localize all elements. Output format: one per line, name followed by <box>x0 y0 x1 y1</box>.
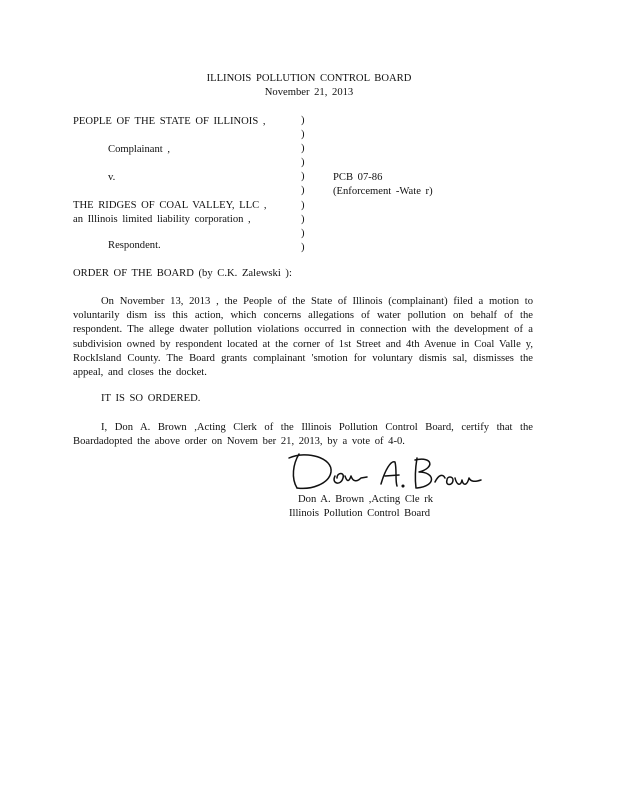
clerk-certification: I, Don A. Brown ,Acting Clerk of the Illinois Pollution Control Board, certify that the Boardadopted the above order on Novem ber 21, 2013, by a vote of 4-0. <box>73 422 533 448</box>
order-heading: ORDER OF THE BOARD (by C.K. Zalewski ): <box>73 268 292 279</box>
document-date: November 21, 2013 <box>264 87 354 98</box>
caption-paren: ) <box>301 213 305 225</box>
respondent-description: an Illinois limited liability corporation , <box>73 214 251 225</box>
caption-paren: ) <box>301 157 305 169</box>
caption-paren: ) <box>301 185 305 197</box>
caption-paren: ) <box>301 241 305 253</box>
so-ordered-line: IT IS SO ORDERED. <box>101 393 201 404</box>
signature-title: Illinois Pollution Control Board <box>289 508 431 519</box>
complainant-role: Complainant , <box>108 144 171 155</box>
respondent-role: Respondent. <box>108 240 161 251</box>
respondent-name: THE RIDGES OF COAL VALLEY, LLC , <box>73 200 267 211</box>
handwritten-signature <box>285 448 485 496</box>
order-paragraph: On November 13, 2013 , the People of the State of Illinois (complainant) filed a motion to voluntarily dism iss this action, which concerns allegations of water pollution on behalf of the respondent. The allege dwater pollution violations occurred in connection with the development of a subdivision owned by respondent located at the corner of 1st Street and 4th Avenue in Coal Valle y, RockIsland County. The Board grants complainant 'smotion for voluntary dismis sal, dismisses the appeal, and closes the docket. <box>73 296 533 379</box>
complainant-name: PEOPLE OF THE STATE OF ILLINOIS , <box>73 116 266 127</box>
case-type: (Enforcement -Wate r) <box>333 186 433 197</box>
caption-paren: ) <box>301 143 305 155</box>
caption-paren: ) <box>301 129 305 141</box>
caption-paren: ) <box>301 227 305 239</box>
case-number: PCB 07-86 <box>333 172 383 183</box>
signature-name: Don A. Brown ,Acting Cle rk <box>298 494 434 505</box>
versus-label: v. <box>108 172 116 183</box>
caption-paren: ) <box>301 171 305 183</box>
agency-heading: ILLINOIS POLLUTION CONTROL BOARD <box>206 73 412 84</box>
caption-parentheses <box>301 114 305 255</box>
caption-paren: ) <box>301 199 305 211</box>
caption-paren: ) <box>301 115 305 126</box>
